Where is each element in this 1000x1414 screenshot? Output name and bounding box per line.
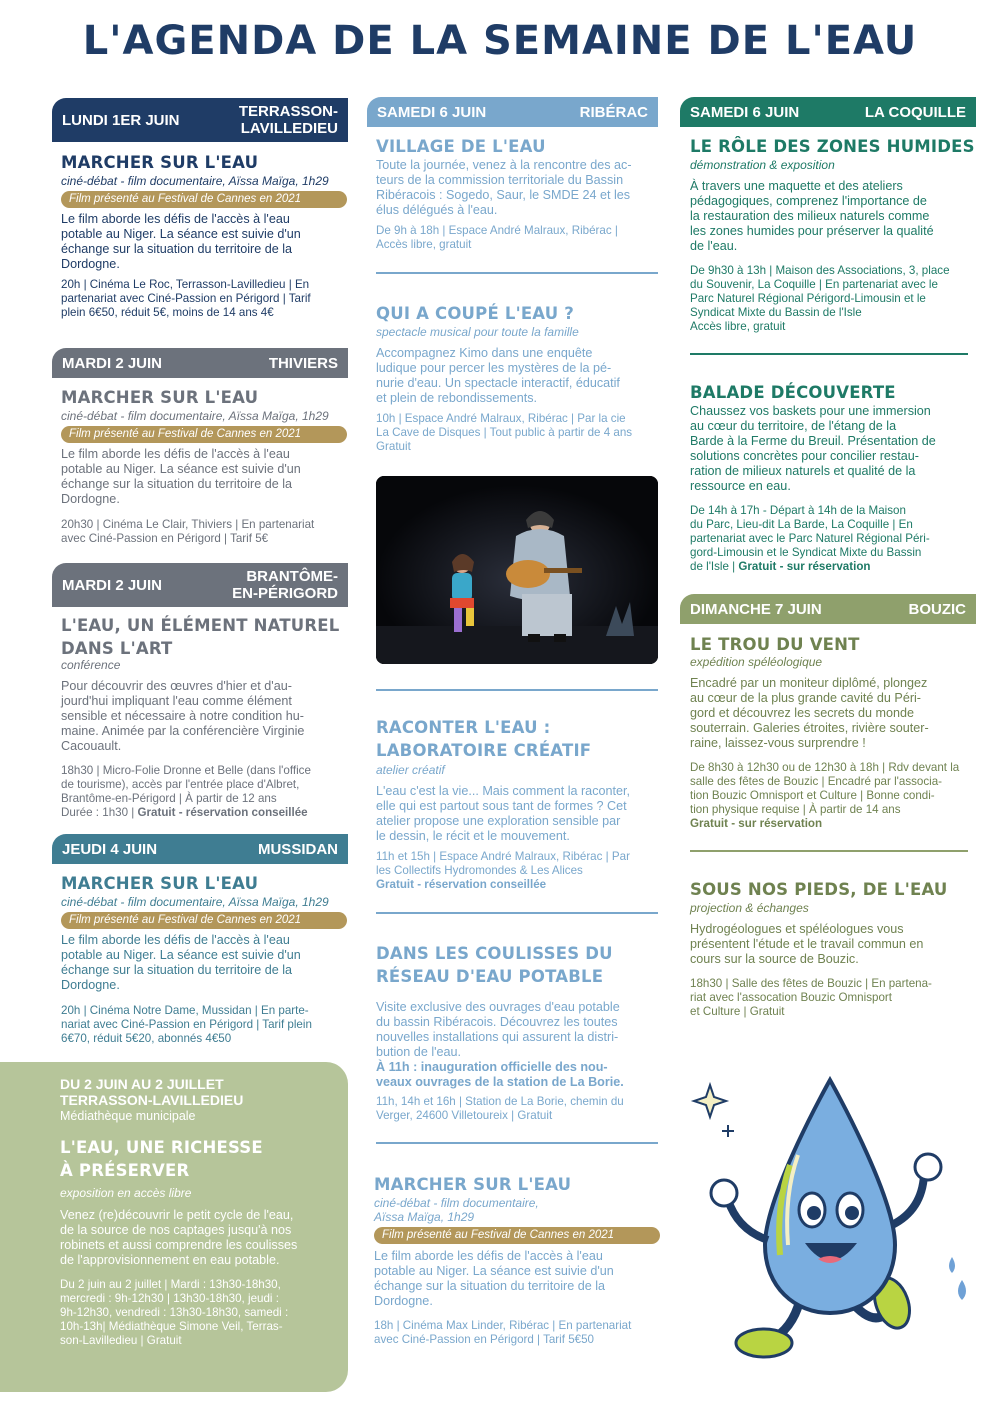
event-subtitle: expédition spéléologique bbox=[690, 655, 823, 669]
event-subtitle: spectacle musical pour toute la famille bbox=[376, 325, 579, 339]
event-description: À travers une maquette et des ateliers pédagogiques, comprenez l'importance de la restauration des milieux naturels comme les zones humides pour préserver la qualité de l'eau. bbox=[690, 179, 934, 253]
banner-date: JEUDI 4 JUIN bbox=[62, 840, 158, 858]
event-subtitle: exposition en accès libre bbox=[60, 1186, 192, 1200]
event-info: De 14h à 17h - Départ à 14h de la Maison du Parc, Lieu-dit La Barde, La Coquille | En partenariat avec le Parc Naturel Régional Péri- gord-Limousin et le Syndicat Mixte du Bassin de l'Isle | Gratuit - sur réservation bbox=[690, 504, 930, 573]
banner-date: MARDI 2 JUIN bbox=[62, 354, 163, 372]
event-info: De 9h30 à 13h | Maison des Associations, 3, place du Souvenir, La Coquille | En partenariat avec le Parc Naturel Régional Périgord-Limousin et le Syndicat Mixte du Bassin de l'Isle Accès libre, gratuit bbox=[690, 264, 950, 333]
event-description: Toute la journée, venez à la rencontre des ac- teurs de la commission territoriale du Bassin Ribéracois : Sogedo, Saur, le SMDE 24 et les élus délégués à l'eau. bbox=[376, 158, 632, 217]
event-title: VILLAGE DE L'EAU bbox=[376, 137, 546, 156]
stage-performance-photo bbox=[376, 476, 658, 664]
event-description: Le film aborde les défis de l'accès à l'eau potable au Niger. La séance est suivie d'un échange sur la situation du territoire de la Dordogne. bbox=[61, 212, 301, 271]
event-title: MARCHER SUR L'EAU bbox=[374, 1175, 572, 1194]
event-title: MARCHER SUR L'EAU bbox=[61, 388, 259, 407]
banner-date: DIMANCHE 7 JUIN bbox=[690, 600, 822, 618]
banner-place: RIBÉRAC bbox=[579, 103, 648, 121]
cannes-pill: Film présenté au Festival de Cannes en 2021 bbox=[374, 1227, 660, 1244]
event-title: LE RÔLE DES ZONES HUMIDES bbox=[690, 137, 975, 156]
event-subtitle: projection & échanges bbox=[690, 901, 809, 915]
event-info: 20h30 | Cinéma Le Clair, Thiviers | En partenariat avec Ciné-Passion en Périgord | Tarif 5€ bbox=[61, 518, 315, 545]
date-banner bbox=[52, 563, 348, 607]
event-subtitle: ciné-débat - film documentaire, Aïssa Maïga, 1h29 bbox=[374, 1196, 539, 1224]
banner-date: LUNDI 1ER JUIN bbox=[62, 111, 180, 129]
event-info: 11h, 14h et 16h | Station de La Borie, chemin du Verger, 24600 Villetoureix | Gratuit bbox=[376, 1095, 624, 1122]
separator bbox=[690, 850, 968, 852]
page-title: L'AGENDA DE LA SEMAINE DE L'EAU bbox=[82, 18, 918, 64]
event-title: MARCHER SUR L'EAU bbox=[61, 153, 259, 172]
event-title: L'EAU, UNE RICHESSE À PRÉSERVER bbox=[60, 1138, 263, 1180]
event-title: MARCHER SUR L'EAU bbox=[61, 874, 259, 893]
event-title: BALADE DÉCOUVERTE bbox=[690, 383, 896, 402]
separator bbox=[376, 912, 658, 914]
banner-place: MUSSIDAN bbox=[257, 840, 338, 858]
event-info: 18h30 | Salle des fêtes de Bouzic | En partena- riat avec l'assocation Bouzic Omnisport et Culture | Gratuit bbox=[690, 977, 932, 1018]
cannes-pill: Film présenté au Festival de Cannes en 2021 bbox=[61, 191, 347, 208]
event-info: 11h et 15h | Espace André Malraux, Ribérac | Par les Collectifs Hydromondes & Les Alices Gratuit - réservation conseillée bbox=[376, 850, 630, 891]
event-info: Du 2 juin au 2 juillet | Mardi : 13h30-18h30, mercredi : 9h-12h30 | 13h30-18h30, jeudi : 9h-12h30, vendredi : 13h30-18h30, samedi : 10h-13h| Médiathèque Simone Veil, Terras- son-Lavilledieu | Gratuit bbox=[60, 1278, 289, 1347]
event-description: Venez (re)découvrir le petit cycle de l'eau, de la source de nos captages jusqu'à nos robinets et aussi comprendre les coulisses de l'approvisionnement en eau potable. bbox=[60, 1208, 298, 1267]
event-info: De 9h à 18h | Espace André Malraux, Ribérac | Accès libre, gratuit bbox=[376, 224, 618, 251]
date-banner bbox=[680, 594, 976, 624]
date-banner bbox=[52, 834, 348, 864]
date-banner bbox=[52, 348, 348, 378]
event-subtitle: démonstration & exposition bbox=[690, 158, 835, 172]
banner-date: MARDI 2 JUIN bbox=[62, 576, 163, 594]
cannes-pill: Film présenté au Festival de Cannes en 2021 bbox=[61, 912, 347, 929]
event-info: 20h | Cinéma Le Roc, Terrasson-Lavilledieu | En partenariat avec Ciné-Passion en Périgord | Tarif plein 6€50, réduit 5€, moins de 14 ans 4€ bbox=[61, 278, 311, 319]
event-description: Le film aborde les défis de l'accès à l'eau potable au Niger. La séance est suivie d'un échange sur la situation du territoire de la Dordogne. bbox=[61, 447, 301, 506]
separator bbox=[376, 1142, 658, 1144]
separator bbox=[376, 689, 658, 691]
date-banner bbox=[367, 97, 658, 127]
banner-place: LA COQUILLE bbox=[864, 103, 966, 121]
event-info: 18h | Cinéma Max Linder, Ribérac | En partenariat avec Ciné-Passion en Périgord | Tarif 5€50 bbox=[374, 1319, 632, 1346]
event-subtitle: ciné-débat - film documentaire, Aïssa Maïga, 1h29 bbox=[61, 409, 329, 423]
event-description: L'eau c'est la vie... Mais comment la raconter, elle qui est partout sous tant de formes ? Cet atelier propose une exploration sensible par le dessin, le récit et le mouvement. bbox=[376, 784, 630, 843]
event-info: 20h | Cinéma Notre Dame, Mussidan | En parte- nariat avec Ciné-Passion en Périgord | Tarif plein 6€70, réduit 5€20, abonnés 4€50 bbox=[61, 1004, 312, 1045]
event-title: SOUS NOS PIEDS, DE L'EAU bbox=[690, 880, 948, 899]
event-subtitle: ciné-débat - film documentaire, Aïssa Maïga, 1h29 bbox=[61, 895, 329, 909]
event-description: Visite exclusive des ouvrages d'eau potable du bassin Ribéracois. Découvrez les toutes nouvelles installations qui assurent la distri- bution de l'eau. À 11h : inauguration officielle des nou- veaux ouvrages de la station de La Borie. bbox=[376, 1000, 624, 1089]
event-info: De 8h30 à 12h30 ou de 12h30 à 18h | Rdv devant la salle des fêtes de Bouzic | Encadré par l'associa- tion Bouzic Omnisport et Culture | Bonne condi- tion physique requise | À partir de 14 ans Gratuit - sur réservation bbox=[690, 761, 960, 830]
event-info: 10h | Espace André Malraux, Ribérac | Par la cie La Cave de Disques | Tout public à partir de 4 ans Gratuit bbox=[376, 412, 633, 453]
event-description: Le film aborde les défis de l'accès à l'eau potable au Niger. La séance est suivie d'un échange sur la situation du territoire de la Dordogne. bbox=[374, 1249, 614, 1308]
cannes-pill: Film présenté au Festival de Cannes en 2021 bbox=[61, 426, 347, 443]
banner-place: TERRASSON- LAVILLEDIEU bbox=[238, 103, 338, 137]
event-subtitle: atelier créatif bbox=[376, 763, 445, 777]
event-subtitle: conférence bbox=[61, 658, 121, 672]
separator bbox=[376, 272, 658, 274]
banner-place: THIVIERS bbox=[268, 354, 338, 372]
event-title: QUI A COUPÉ L'EAU ? bbox=[376, 304, 575, 323]
date-banner bbox=[52, 98, 348, 142]
event-description: Accompagnez Kimo dans une enquête ludique pour percer les mystères de la pé- nurie d'eau. Un spectacle interactif, éducatif et plein de rebondissements. bbox=[376, 346, 620, 405]
event-title: LE TROU DU VENT bbox=[690, 635, 860, 654]
event-description: Le film aborde les défis de l'accès à l'eau potable au Niger. La séance est suivie d'un échange sur la situation du territoire de la Dordogne. bbox=[61, 933, 301, 992]
event-info: 18h30 | Micro-Folie Dronne et Belle (dans l'office de tourisme), accès par l'entrée place d'Albret, Brantôme-en-Périgord | À partir de 12 ans Durée : 1h30 | Gratuit - réservation conseillée bbox=[61, 764, 311, 819]
banner-place: BOUZIC bbox=[908, 600, 966, 618]
banner-place: BRANTÔME- EN-PÉRIGORD bbox=[232, 568, 338, 602]
exhibition-box bbox=[0, 1062, 348, 1392]
event-description: Pour découvrir des œuvres d'hier et d'au- jourd'hui impliquant l'eau comme élément sensible et nécessaire à notre condition hu- maine. Animée par la conférencière Virginie Cacouault. bbox=[61, 679, 305, 753]
event-title: RACONTER L'EAU : LABORATOIRE CRÉATIF bbox=[376, 718, 592, 760]
water-drop-mascot-icon bbox=[680, 1075, 980, 1375]
event-description: Hydrogéologues et spéléologues vous présentent l'étude et le travail commun en cours sur la source de Bouzic. bbox=[690, 922, 924, 966]
event-description: Encadré par un moniteur diplômé, plongez au cœur de la plus grande cavité du Péri- gord et découvrez les secrets du monde souterrain. Galeries étroites, rivière souter- raine, laissez-vous surprendre ! bbox=[690, 676, 929, 750]
event-description: Chaussez vos baskets pour une immersion au cœur du territoire, de l'étang de la Barde à la Ferme du Breuil. Présentation de solutions concrètes pour concilier restau- ration de milieux naturels et qualité de la ressource en eau. bbox=[690, 404, 936, 493]
event-subtitle: ciné-débat - film documentaire, Aïssa Maïga, 1h29 bbox=[61, 174, 329, 188]
separator bbox=[690, 353, 968, 355]
event-title: DANS LES COULISSES DU RÉSEAU D'EAU POTABLE bbox=[376, 944, 613, 986]
event-title: L'EAU, UN ÉLÉMENT NATUREL DANS L'ART bbox=[61, 616, 340, 658]
banner-date: SAMEDI 6 JUIN bbox=[690, 103, 800, 121]
date-banner bbox=[680, 97, 976, 127]
banner-date: SAMEDI 6 JUIN bbox=[377, 103, 487, 121]
exhibition-header: DU 2 JUIN AU 2 JUILLET TERRASSON-LAVILLEDIEU Médiathèque municipale bbox=[60, 1076, 244, 1123]
